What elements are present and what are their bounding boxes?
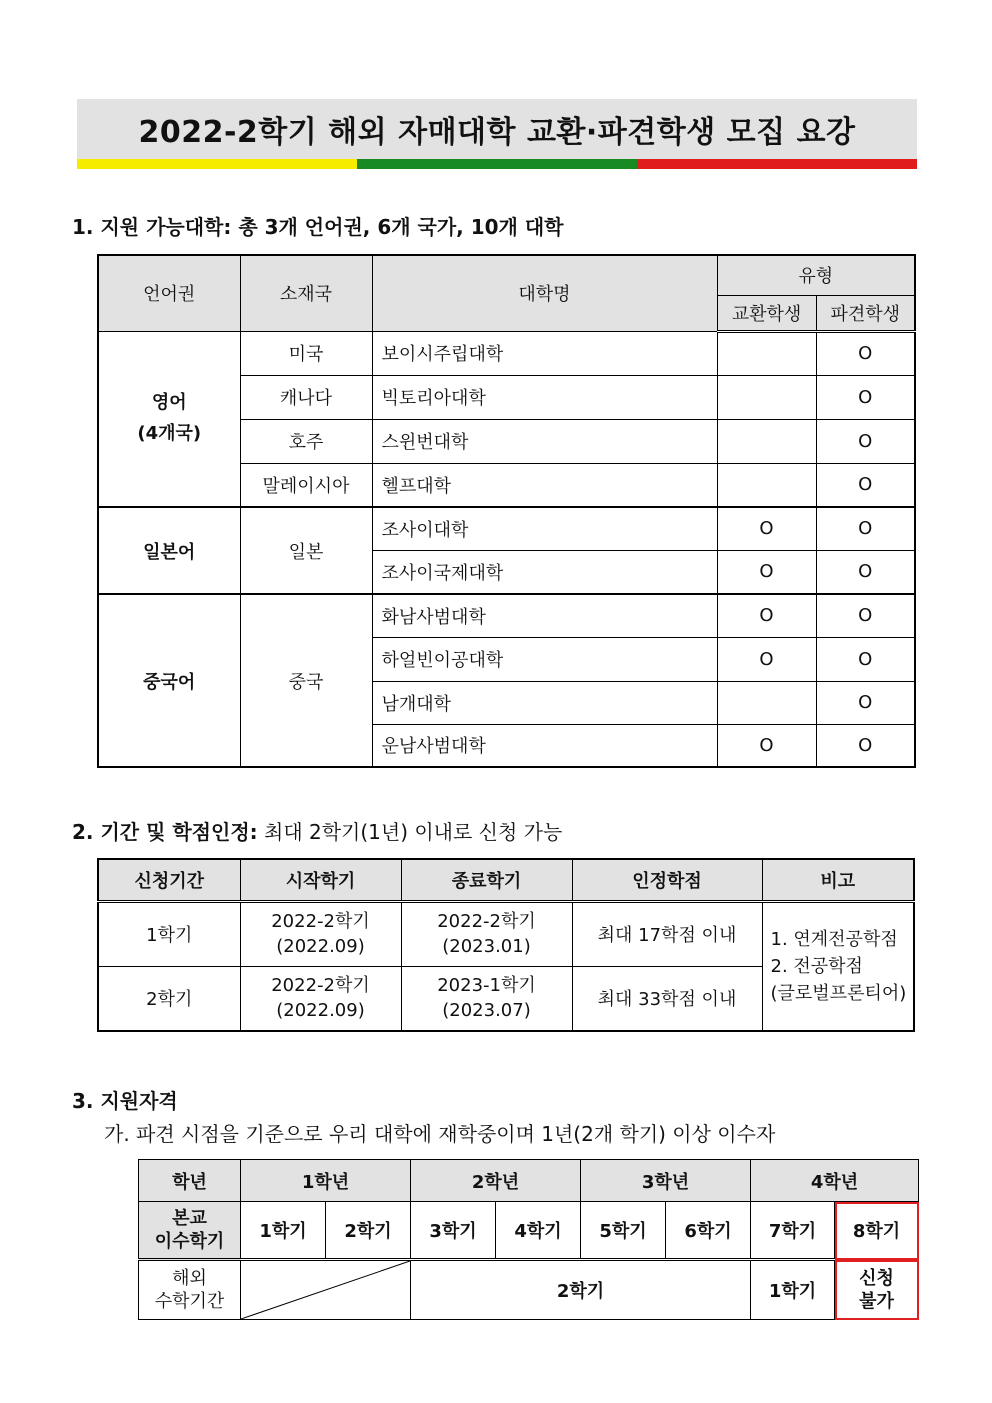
dispatch-mark: O (816, 724, 915, 767)
dispatch-mark: O (816, 637, 915, 681)
semester-cell: 5학기 (581, 1202, 666, 1260)
header-note: 비고 (762, 859, 914, 901)
stripe-green (357, 159, 637, 169)
abroad-one-semester: 1학기 (751, 1260, 835, 1320)
dispatch-mark: O (816, 463, 915, 507)
not-allowed-cell (835, 1260, 919, 1320)
diagonal-slash (241, 1261, 410, 1319)
country-china: 중국 (240, 594, 372, 767)
university-cell: 빅토리아대학 (372, 375, 717, 419)
header-type: 유형 (717, 255, 915, 295)
color-stripe (77, 159, 917, 169)
semester-cell: 2학기 (326, 1202, 411, 1260)
country-cell: 미국 (240, 331, 372, 375)
lang-english (98, 331, 240, 507)
title-banner (77, 99, 917, 159)
credits-cell: 최대 33학점 이내 (572, 966, 762, 1031)
header-end: 종료학기 (401, 859, 572, 901)
not-allowed-1: 신청 (859, 1267, 894, 1289)
section2-heading-bold: 2. 기간 및 학점인정: (72, 820, 258, 844)
dispatch-mark: O (816, 419, 915, 463)
semester-cell: 4학기 (496, 1202, 581, 1260)
exchange-mark: O (717, 724, 816, 767)
header-country: 소재국 (240, 255, 372, 331)
header-start: 시작학기 (240, 859, 401, 901)
country-japan: 일본 (240, 507, 372, 594)
start-cell (240, 966, 401, 1031)
abroad-two-semesters: 2학기 (411, 1260, 751, 1320)
semester-cell: 1학기 (241, 1202, 326, 1260)
header-university: 대학명 (372, 255, 717, 331)
exchange-mark: O (717, 594, 816, 637)
semester-cell: 7학기 (751, 1202, 835, 1260)
header-exchange: 교환학생 (717, 295, 816, 331)
start-semester: 2022-2학기 (271, 975, 370, 997)
eligibility-table (138, 1159, 919, 1320)
lang-japanese: 일본어 (98, 507, 240, 594)
row-label-abroad (139, 1260, 241, 1320)
note-cell (762, 901, 914, 1031)
not-allowed-2: 불가 (859, 1291, 894, 1312)
header-credits: 인정학점 (572, 859, 762, 901)
end-date: (2023.01) (442, 936, 531, 957)
grade-header: 학년 (139, 1160, 241, 1202)
country-cell: 캐나다 (240, 375, 372, 419)
header-language: 언어권 (98, 255, 240, 331)
semester-cell: 6학기 (666, 1202, 751, 1260)
exchange-mark: O (717, 507, 816, 550)
lang-chinese: 중국어 (98, 594, 240, 767)
end-semester: 2023-1학기 (437, 975, 536, 997)
start-semester: 2022-2학기 (271, 910, 370, 932)
grade-3: 3학년 (581, 1160, 751, 1202)
semester-cell-last: 8학기 (835, 1202, 919, 1260)
university-cell: 보이시주립대학 (372, 331, 717, 375)
section3-heading: 3. 지원자격 (72, 1089, 178, 1113)
dispatch-mark: O (816, 331, 915, 375)
credits-cell: 최대 17학점 이내 (572, 901, 762, 966)
university-cell: 운남사범대학 (372, 724, 717, 767)
lang-english-label: 영어 (151, 392, 187, 414)
end-cell (401, 901, 572, 966)
stripe-yellow (77, 159, 357, 169)
end-date: (2023.07) (442, 1000, 531, 1022)
university-cell: 남개대학 (372, 681, 717, 724)
header-dispatch: 파견학생 (816, 295, 915, 331)
note-line-3: (글로벌프론티어) (770, 982, 907, 1004)
exchange-mark (717, 463, 816, 507)
dispatch-mark: O (816, 507, 915, 550)
section2-heading-rest: 최대 2학기(1년) 이내로 신청 가능 (257, 820, 563, 844)
grade-2: 2학년 (411, 1160, 581, 1202)
dispatch-mark: O (816, 681, 915, 724)
start-date: (2022.09) (276, 1000, 365, 1022)
row-label-semesters (139, 1202, 241, 1260)
country-cell: 호주 (240, 419, 372, 463)
exchange-mark (717, 681, 816, 724)
grade-1: 1학년 (241, 1160, 411, 1202)
end-cell (401, 966, 572, 1031)
grade-4: 4학년 (751, 1160, 919, 1202)
exchange-mark (717, 375, 816, 419)
start-date: (2022.09) (276, 936, 365, 957)
note-line-2: 2. 전공학점 (770, 955, 863, 977)
country-cell: 말레이시아 (240, 463, 372, 507)
section3-item-a: 가. 파견 시점을 기준으로 우리 대학에 재학중이며 1년(2개 학기) 이상 이수자 (104, 1122, 776, 1146)
period-cell: 1학기 (98, 901, 240, 966)
dispatch-mark: O (816, 375, 915, 419)
note-line-1: 1. 연계전공학점 (770, 928, 898, 950)
stripe-red (637, 159, 917, 169)
not-applicable-cell (241, 1260, 411, 1320)
row-label-semesters-2: 이수학기 (154, 1231, 225, 1252)
row-label-abroad-1: 해외 (172, 1267, 207, 1289)
exchange-mark (717, 419, 816, 463)
university-table (97, 254, 916, 768)
period-cell: 2학기 (98, 966, 240, 1031)
university-cell: 화남사범대학 (372, 594, 717, 637)
university-cell: 하얼빈이공대학 (372, 637, 717, 681)
lang-english-count: (4개국) (137, 422, 202, 444)
start-cell (240, 901, 401, 966)
dispatch-mark: O (816, 550, 915, 594)
university-cell: 헬프대학 (372, 463, 717, 507)
exchange-mark: O (717, 637, 816, 681)
section2-heading (72, 816, 562, 845)
period-table (97, 858, 915, 1032)
row-label-abroad-2: 수학기간 (154, 1291, 225, 1312)
semester-cell: 3학기 (411, 1202, 496, 1260)
university-cell: 조사이대학 (372, 507, 717, 550)
university-cell: 조사이국제대학 (372, 550, 717, 594)
row-label-semesters-1: 본교 (172, 1207, 207, 1229)
exchange-mark: O (717, 550, 816, 594)
dispatch-mark: O (816, 594, 915, 637)
end-semester: 2022-2학기 (437, 910, 536, 932)
university-cell: 스윈번대학 (372, 419, 717, 463)
exchange-mark (717, 331, 816, 375)
page-title: 2022-2학기 해외 자매대학 교환·파견학생 모집 요강 (138, 115, 856, 150)
header-period: 신청기간 (98, 859, 240, 901)
section1-heading: 1. 지원 가능대학: 총 3개 언어권, 6개 국가, 10개 대학 (72, 215, 564, 239)
